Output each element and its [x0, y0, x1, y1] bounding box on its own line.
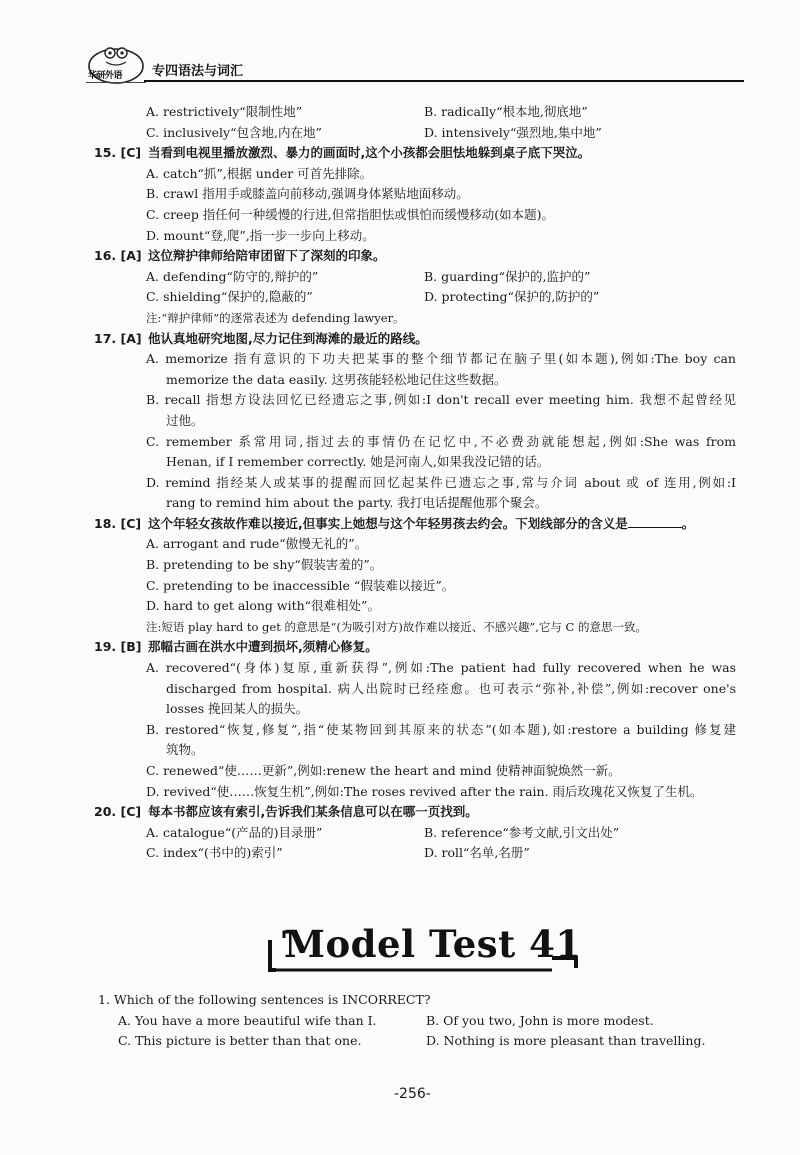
option-b: B. reference“参考文献,引文出处” [424, 824, 620, 840]
question-15 [94, 143, 744, 164]
question-stem: 这个年轻女孩故作难以接近,但事实上她想与这个年轻男孩去约会。下划线部分的含义是 [148, 515, 628, 531]
option-c: C. renewed“使……更新”,例如:renew the heart and mind 使精神面貌焕然一新。 [146, 763, 621, 778]
option-d: D. revived“使……恢复生机”,例如:The roses revived after the rain. 雨后玫瑰花又恢复了生机。 [146, 783, 703, 799]
header-divider-left [86, 82, 146, 83]
page-number: -256- [394, 1086, 431, 1102]
option-b: B. crawl 指用手或膝盖向前移动,强调身体紧贴地面移动。 [146, 186, 469, 202]
option-b: B. restored“恢复,修复”,指“使某物回到其原来的状态”(如本题),如:restore a building 修复建 [146, 721, 736, 737]
model-test-title: Model Test 41 [284, 922, 582, 966]
test-question-1 [98, 990, 748, 1011]
logo-text: 华研外语 [88, 71, 123, 81]
option-d: D. Nothing is more pleasant than travelling. [426, 1033, 706, 1049]
option-a-continued: discharged from hospital. 病人出院时已经痊愈。也可表示“弥补,补偿”,例如:recover one's [166, 680, 736, 696]
question-stem: 当看到电视里播放激烈、暴力的画面时,这个小孩都会胆怯地躲到桌子底下哭泣。 [148, 145, 591, 161]
question-19 [94, 637, 744, 658]
question-17 [94, 329, 744, 350]
option-a: A. memorize 指有意识的下功夫把某事的整个细节都记在脑子里(如本题),例如:The boy can [146, 351, 736, 367]
option-c-continued: Henan, if I remember correctly. 她是河南人,如果我没记错的话。 [166, 454, 550, 470]
question-number: 19. [B] [94, 639, 142, 655]
option-d: D. mount“登,爬”,指一步一步向上移动。 [146, 227, 375, 243]
question-stem-end: 。 [681, 515, 695, 531]
option-b: B. guarding“保护的,监护的” [424, 268, 591, 284]
option-c: C. creep 指任何一种缓慢的行进,但常指胆怯或惧怕而缓慢移动(如本题)。 [146, 206, 555, 222]
note: 注:“辩护律师”的逐常表述为 defending lawyer。 [146, 310, 405, 325]
option-d-continued: rang to remind him about the party. 我打电话提醒他那个聚会。 [166, 495, 548, 511]
options-row [94, 102, 744, 123]
model-test-questions [98, 990, 748, 1052]
option-a: A. You have a more beautiful wife than I. [118, 1012, 377, 1028]
option-d: D. protecting“保护的,防护的” [424, 289, 600, 305]
question-number: 18. [C] [94, 515, 142, 531]
option-d: D. hard to get along with“很难相处”。 [146, 598, 380, 614]
question-stem: 那幅古画在洪水中遭到损坏,须精心修复。 [148, 639, 378, 655]
option-a: A. recovered“(身体)复原,重新获得”,例如:The patient had fully recovered when he was [146, 660, 736, 676]
options-row [94, 123, 744, 144]
book-title: 专四语法与词汇 [152, 64, 244, 79]
question-stem: 这位辩护律师给陪审团留下了深刻的印象。 [148, 248, 386, 264]
option-a: A. arrogant and rude“傲慢无礼的”。 [146, 536, 368, 552]
answer-blank [628, 515, 682, 528]
option-b: B. pretending to be shy“假装害羞的”。 [146, 557, 383, 573]
section-banner [262, 918, 582, 978]
option-b: B. Of you two, John is more modest. [426, 1012, 654, 1028]
question-number: 17. [A] [94, 330, 142, 346]
option-d: D. remind 指经某人或某事的提醒而回忆起某件已遗忘之事,常与介词 about 或 of 连用,例如:I [146, 474, 736, 490]
option-c: C. index“(书中的)索引” [146, 845, 283, 861]
header-divider [144, 80, 744, 82]
question-stem: 他认真地研究地图,尽力记住到海滩的最近的路线。 [148, 330, 428, 346]
option-b: B. radically“根本地,彻底地” [424, 104, 588, 119]
answer-key [94, 102, 744, 864]
option-c: C. This picture is better than that one. [118, 1033, 362, 1049]
option-c: C. shielding“保护的,隐蔽的” [146, 289, 313, 305]
publisher-logo [86, 44, 148, 84]
option-b-continued: 过他。 [166, 412, 204, 428]
option-c: C. remember 系常用词,指过去的事情仍在记忆中,不必费劲就能想起,例如:She was from [146, 433, 736, 449]
question-18 [94, 514, 744, 535]
option-a-continued: losses 挽回某人的损失。 [166, 701, 309, 717]
question-number: 15. [C] [94, 145, 142, 161]
page-header [86, 44, 746, 84]
question-16 [94, 246, 744, 267]
option-d: D. roll“名单,名册” [424, 845, 530, 861]
option-a: A. catch“抓”,根据 under 可首先排除。 [146, 165, 373, 181]
option-b: B. recall 指想方设法回忆已经遗忘之事,例如:I don't recall ever meeting him. 我想不起曾经见 [146, 392, 736, 408]
option-c: C. pretending to be inaccessible “假装难以接近”。 [146, 577, 455, 593]
note: 注:短语 play hard to get 的意思是“(为吸引对方)故作难以接近、不感兴趣”,它与 C 的意思一致。 [146, 619, 647, 634]
option-d: D. intensively“强烈地,集中地” [424, 124, 602, 140]
question-stem: 1. Which of the following sentences is INCORRECT? [98, 992, 431, 1007]
option-a: A. restrictively“限制性地” [146, 104, 303, 119]
option-a-continued: memorize the data easily. 这男孩能轻松地记住这些数据。 [166, 371, 507, 387]
option-b-continued: 筑物。 [166, 742, 204, 758]
option-a: A. defending“防守的,辩护的” [146, 268, 319, 284]
question-20 [94, 802, 744, 823]
option-a: A. catalogue“(产品的)目录册” [146, 824, 323, 840]
question-stem: 每本书都应该有索引,告诉我们某条信息可以在哪一页找到。 [148, 804, 478, 820]
question-number: 20. [C] [94, 804, 142, 820]
option-c: C. inclusively“包含地,内在地” [146, 124, 322, 140]
question-number: 16. [A] [94, 248, 142, 264]
